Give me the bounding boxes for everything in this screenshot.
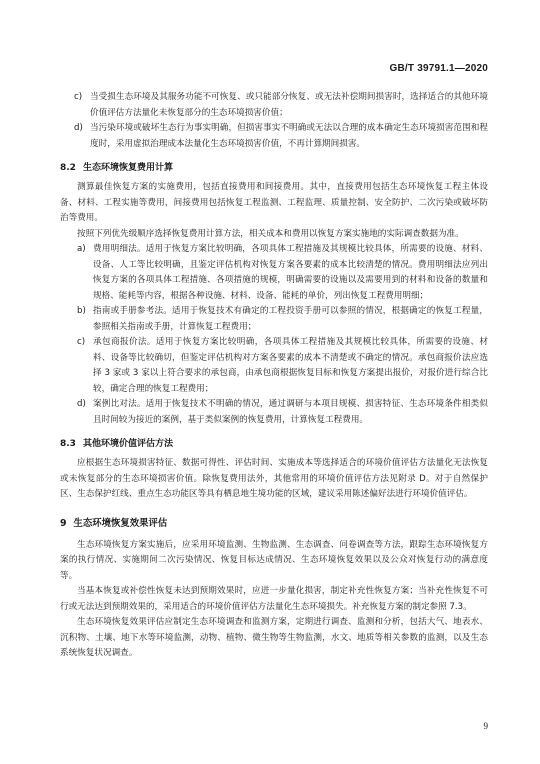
paragraph: 测算最佳恢复方案的实施费用，包括直接费用和间接费用。其中，直接费用包括生态环境恢复工程主体设备、材料、工程实施等费用，间接费用包括恢复工程监测、工程监理、质量控制、安全防护、二次污染或破坏防治等费用。 (60, 182, 488, 223)
list-item (60, 335, 488, 397)
paragraph: 生态环境恢复效果评估应制定生态环境调查和监测方案，定期进行调查、监测和分析，包括大气、地表水、沉积物、土壤、地下水等环境监测，动物、植物、微生物等生物监测，水文、地质等相关参数的监测，以及生态系统恢复状况调查。 (60, 617, 488, 658)
section-number: 9 (60, 517, 67, 529)
paragraph: 按照下列优先级顺序选择恢复费用计算方法，相关成本和费用以恢复方案实施地的实际调查数据为准。 (77, 228, 464, 239)
list-item (60, 242, 488, 304)
list-item-label: d) (74, 123, 83, 133)
list-item-text: 承包商报价法。适用于恢复方案比较明确，各项具体工程措施及其规模比较具体，所需要的设施、材料、设备等比较确切，但鉴定评估机构对方案各要素的成本不清楚或不确定的情况。承包商报价法应选择 3 家或 3 家以上符合要求的承包商，由承包商根据恢复目标和恢复方案提出报价，对报价进行综合比较，确定合理的恢复工程费用； (93, 337, 488, 394)
section-title: 生态环境恢复效果评估 (73, 517, 168, 529)
paragraph: 当基本恢复或补偿性恢复未达到预期效果时，应进一步量化损害，制定补充性恢复方案；当补充性恢复不可行或无法达到预期效果的，采用适合的环境价值评估方法量化生态环境损失。补充恢复方案的制定参照 7.3。 (60, 586, 488, 612)
list-item-label: d) (77, 399, 86, 409)
standard-code: GB/T 39791.1—2020 (389, 63, 488, 74)
list-item-label: c) (77, 337, 86, 347)
list-item-label: b) (77, 306, 86, 316)
section-title: 生态环境恢复费用计算 (82, 163, 173, 173)
section-heading-8-2 (60, 161, 488, 176)
list-item (60, 121, 488, 152)
section-heading-9 (60, 516, 488, 531)
page-number: 9 (483, 721, 488, 731)
page-content (60, 90, 488, 662)
list-item (60, 397, 488, 428)
list-item-text: 当污染环境或破坏生态行为事实明确，但损害事实不明确或无法以合理的成本确定生态环境损害范围和程度时，采用虚拟治理成本法量化生态环境损害价值，不再计算期间损害。 (90, 123, 488, 149)
list-item-text: 当受损生态环境及其服务功能不可恢复、或只能部分恢复、或无法补偿期间损害时，选择适合的其他环境价值评估方法量化未恢复部分的生态环境损害价值； (90, 92, 488, 118)
list-item-label: c) (74, 92, 83, 102)
list-item-label: a) (77, 244, 86, 254)
section-number: 8.3 (60, 439, 76, 449)
paragraph: 生态环境恢复方案实施后，应采用环境监测、生物监测、生态调查、问卷调查等方法，跟踪生态环境恢复方案的执行情况、实施期间二次污染情况、恢复目标达成情况、生态环境恢复效果以及公众对恢复行动的满意度等。 (60, 539, 488, 581)
list-item-text: 案例比对法。适用于恢复技术不明确的情况，通过调研与本项目规模、损害特征、生态环境条件相类似且时间较为接近的案例，基于类似案例的恢复费用，计算恢复工程费用。 (93, 399, 488, 425)
section-heading-8-3 (60, 437, 488, 452)
list-item (60, 304, 488, 335)
list-item (60, 90, 488, 121)
paragraph: 应根据生态环境损害特征、数据可得性、评估时间、实施成本等选择适合的环境价值评估方法量化无法恢复或未恢复部分的生态环境损害价值。除恢复费用法外，其他常用的环境价值评估方法见附录 D。对于自然保护区、生态保护红线、重点生态功能区等具有栖息地生境功能的区域，建议采用陈述偏好法进行环境价值评估。 (60, 458, 488, 499)
list-item-text: 费用明细法。适用于恢复方案比较明确，各项具体工程措施及其规模比较具体，所需要的设施、材料、设备、人工等比较明确，且鉴定评估机构对恢复方案各要素的成本比较清楚的情况。费用明细法应列出恢复方案的各项具体工程措施、各项措施的规模，明确需要的设施以及需要用到的材料和设备的数量和规格、能耗等内容，根据各种设施、材料、设备、能耗的单价，列出恢复工程费用明细； (93, 244, 488, 301)
section-title: 其他环境价值评估方法 (82, 439, 173, 449)
list-item-text: 指南或手册参考法。适用于恢复技术有确定的工程投资手册可以参照的情况，根据确定的恢复工程量，参照相关指南或手册，计算恢复工程费用； (93, 306, 488, 332)
section-number: 8.2 (60, 163, 76, 173)
